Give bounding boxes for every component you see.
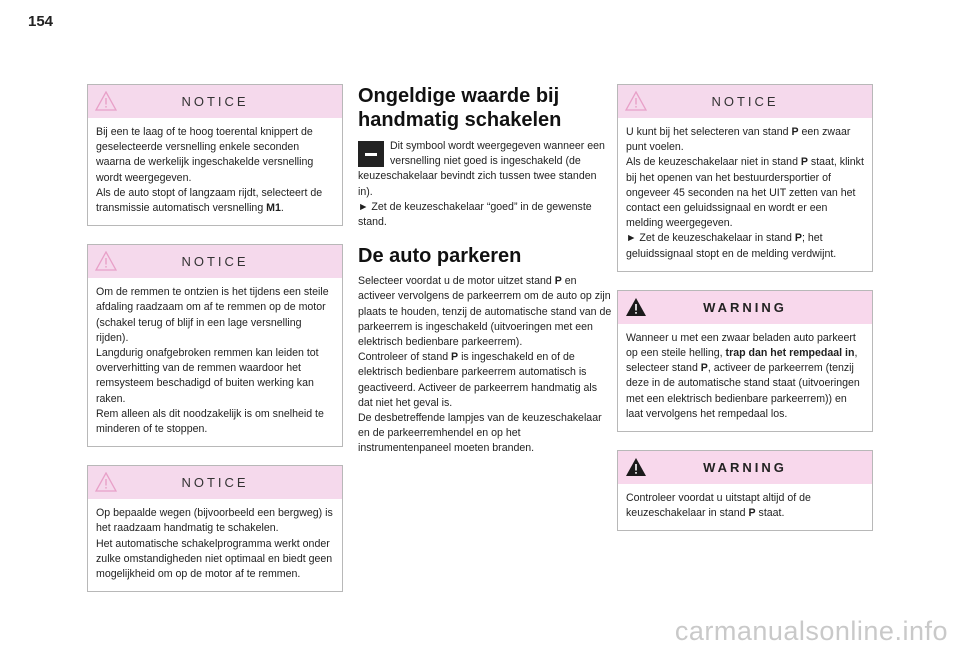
notice-text: Het automatische schakelprogramma werkt onder zulke omstandigheden niet optimaal en biedt geen mogelijkheid om op de motor af te remmen.	[96, 537, 333, 581]
notice-body	[618, 118, 872, 271]
notice-box-manual-shifting	[87, 465, 343, 592]
invalid-gear-symbol-icon	[358, 141, 384, 167]
middle-column	[358, 84, 614, 457]
warning-text: Wanneer u met een zwaar beladen auto parkeert op een steile helling, trap dan het rempedaal in, selecteer stand P, activeer de parkeerrem (tenzij deze in de automatische stand staat (uitvoeringen met een elektrisch bedienbare parkeerrem)) en laat vervolgens het rempedaal los.	[626, 331, 860, 420]
notice-warning-triangle-icon	[95, 251, 117, 271]
page-number: 154	[28, 13, 54, 30]
warning-box-before-exit	[617, 450, 873, 531]
notice-box-p-position	[617, 84, 873, 272]
notice-title: NOTICE	[181, 475, 249, 491]
warning-header	[618, 291, 872, 324]
notice-title: NOTICE	[181, 254, 249, 270]
warning-title: WARNING	[703, 460, 787, 476]
warning-title: WARNING	[703, 299, 787, 315]
notice-header	[618, 85, 872, 118]
notice-title: NOTICE	[181, 94, 249, 109]
notice-text: ► Zet de keuzeschakelaar in stand P; het geluidssignaal stopt en de melding verdwijnt.	[626, 232, 837, 260]
notice-text: Langdurig onafgebroken remmen kan leiden tot oververhitting van de remmen waardoor het remsysteem beschadigd of buiten werking kan raken.	[96, 347, 319, 405]
section-heading-parking: De auto parkeren	[358, 245, 522, 268]
warning-box-steep-slope	[617, 290, 873, 432]
parking-text: De desbetreffende lampjes van de keuzeschakelaar en de parkeerremhendel en op het instrumentenpaneel moeten branden.	[358, 412, 602, 455]
notice-text: U kunt bij het selecteren van stand P een zwaar punt voelen.	[626, 126, 851, 154]
right-column	[617, 84, 873, 549]
warning-triangle-icon	[625, 457, 647, 477]
parking-text: Selecteer voordat u de motor uitzet stand P en activeer vervolgens de parkeerrem om de auto op zijn plaats te houden, tenzij de automatische stand van de parkeerrem is ingeschakeld (uitvoeringen met een elektrisch bedienbare parkeerrem).	[358, 275, 612, 349]
notice-body	[88, 118, 342, 225]
notice-warning-triangle-icon	[625, 91, 647, 111]
watermark: carmanualsonline.info	[674, 616, 948, 646]
notice-box-engine-braking	[87, 244, 343, 447]
parking-text: Controleer of stand P is ingeschakeld en of de elektrisch bedienbare parkeerrem automatisch is geactiveerd. Activeer de parkeerrem handmatig als dat niet het geval is.	[358, 351, 598, 409]
notice-text: Bij een te laag of te hoog toerental knippert de geselecteerde versnelling enkele seconden waarna de werkelijk ingeschakelde versnelling wordt weergegeven.	[96, 126, 314, 184]
left-column	[87, 84, 343, 610]
notice-text: Op bepaalde wegen (bijvoorbeeld een bergweg) is het raadzaam handmatig te schakelen.	[96, 507, 333, 535]
warning-body	[618, 324, 872, 431]
instruction-step: ► Zet de keuzeschakelaar “goed” in de gewenste stand.	[358, 200, 592, 229]
notice-body	[88, 499, 342, 591]
notice-text: Als de auto stopt of langzaam rijdt, selecteert de transmissie automatisch versnelling M1.	[96, 186, 323, 215]
parking-paragraph	[358, 274, 614, 456]
notice-box-gear-display	[87, 84, 343, 226]
notice-text: Om de remmen te ontzien is het tijdens een steile afdaling raadzaam om af te remmen op de motor (schakel terug of blijf in een lage versnelling rijden).	[96, 286, 329, 344]
notice-text: Als de keuzeschakelaar niet in stand P staat, klinkt bij het openen van het bestuurdersportier of ongeveer 45 seconden na het UIT zetten van het contact een geluidssignaal en wordt er een melding weergegeven.	[626, 156, 864, 230]
notice-header	[88, 85, 342, 118]
notice-header	[88, 245, 342, 278]
symbol-description: Dit symbool wordt weergegeven wanneer een versnelling niet goed is ingeschakeld (de keuzeschakelaar bevindt zich tussen twee standen in).	[358, 140, 605, 198]
notice-title: NOTICE	[711, 94, 779, 109]
notice-text: Rem alleen als dit noodzakelijk is om snelheid te minderen of te stoppen.	[96, 407, 324, 436]
warning-header	[618, 451, 872, 484]
notice-body	[88, 278, 342, 446]
section-heading-invalid-value: Ongeldige waarde bij handmatig schakelen	[358, 85, 562, 131]
warning-body	[618, 484, 872, 530]
warning-text: Controleer voordat u uitstapt altijd of de keuzeschakelaar in stand P staat.	[626, 492, 811, 520]
warning-triangle-icon	[625, 297, 647, 317]
notice-warning-triangle-icon	[95, 472, 117, 492]
notice-warning-triangle-icon	[95, 91, 117, 111]
notice-header	[88, 466, 342, 499]
symbol-paragraph	[358, 139, 614, 230]
